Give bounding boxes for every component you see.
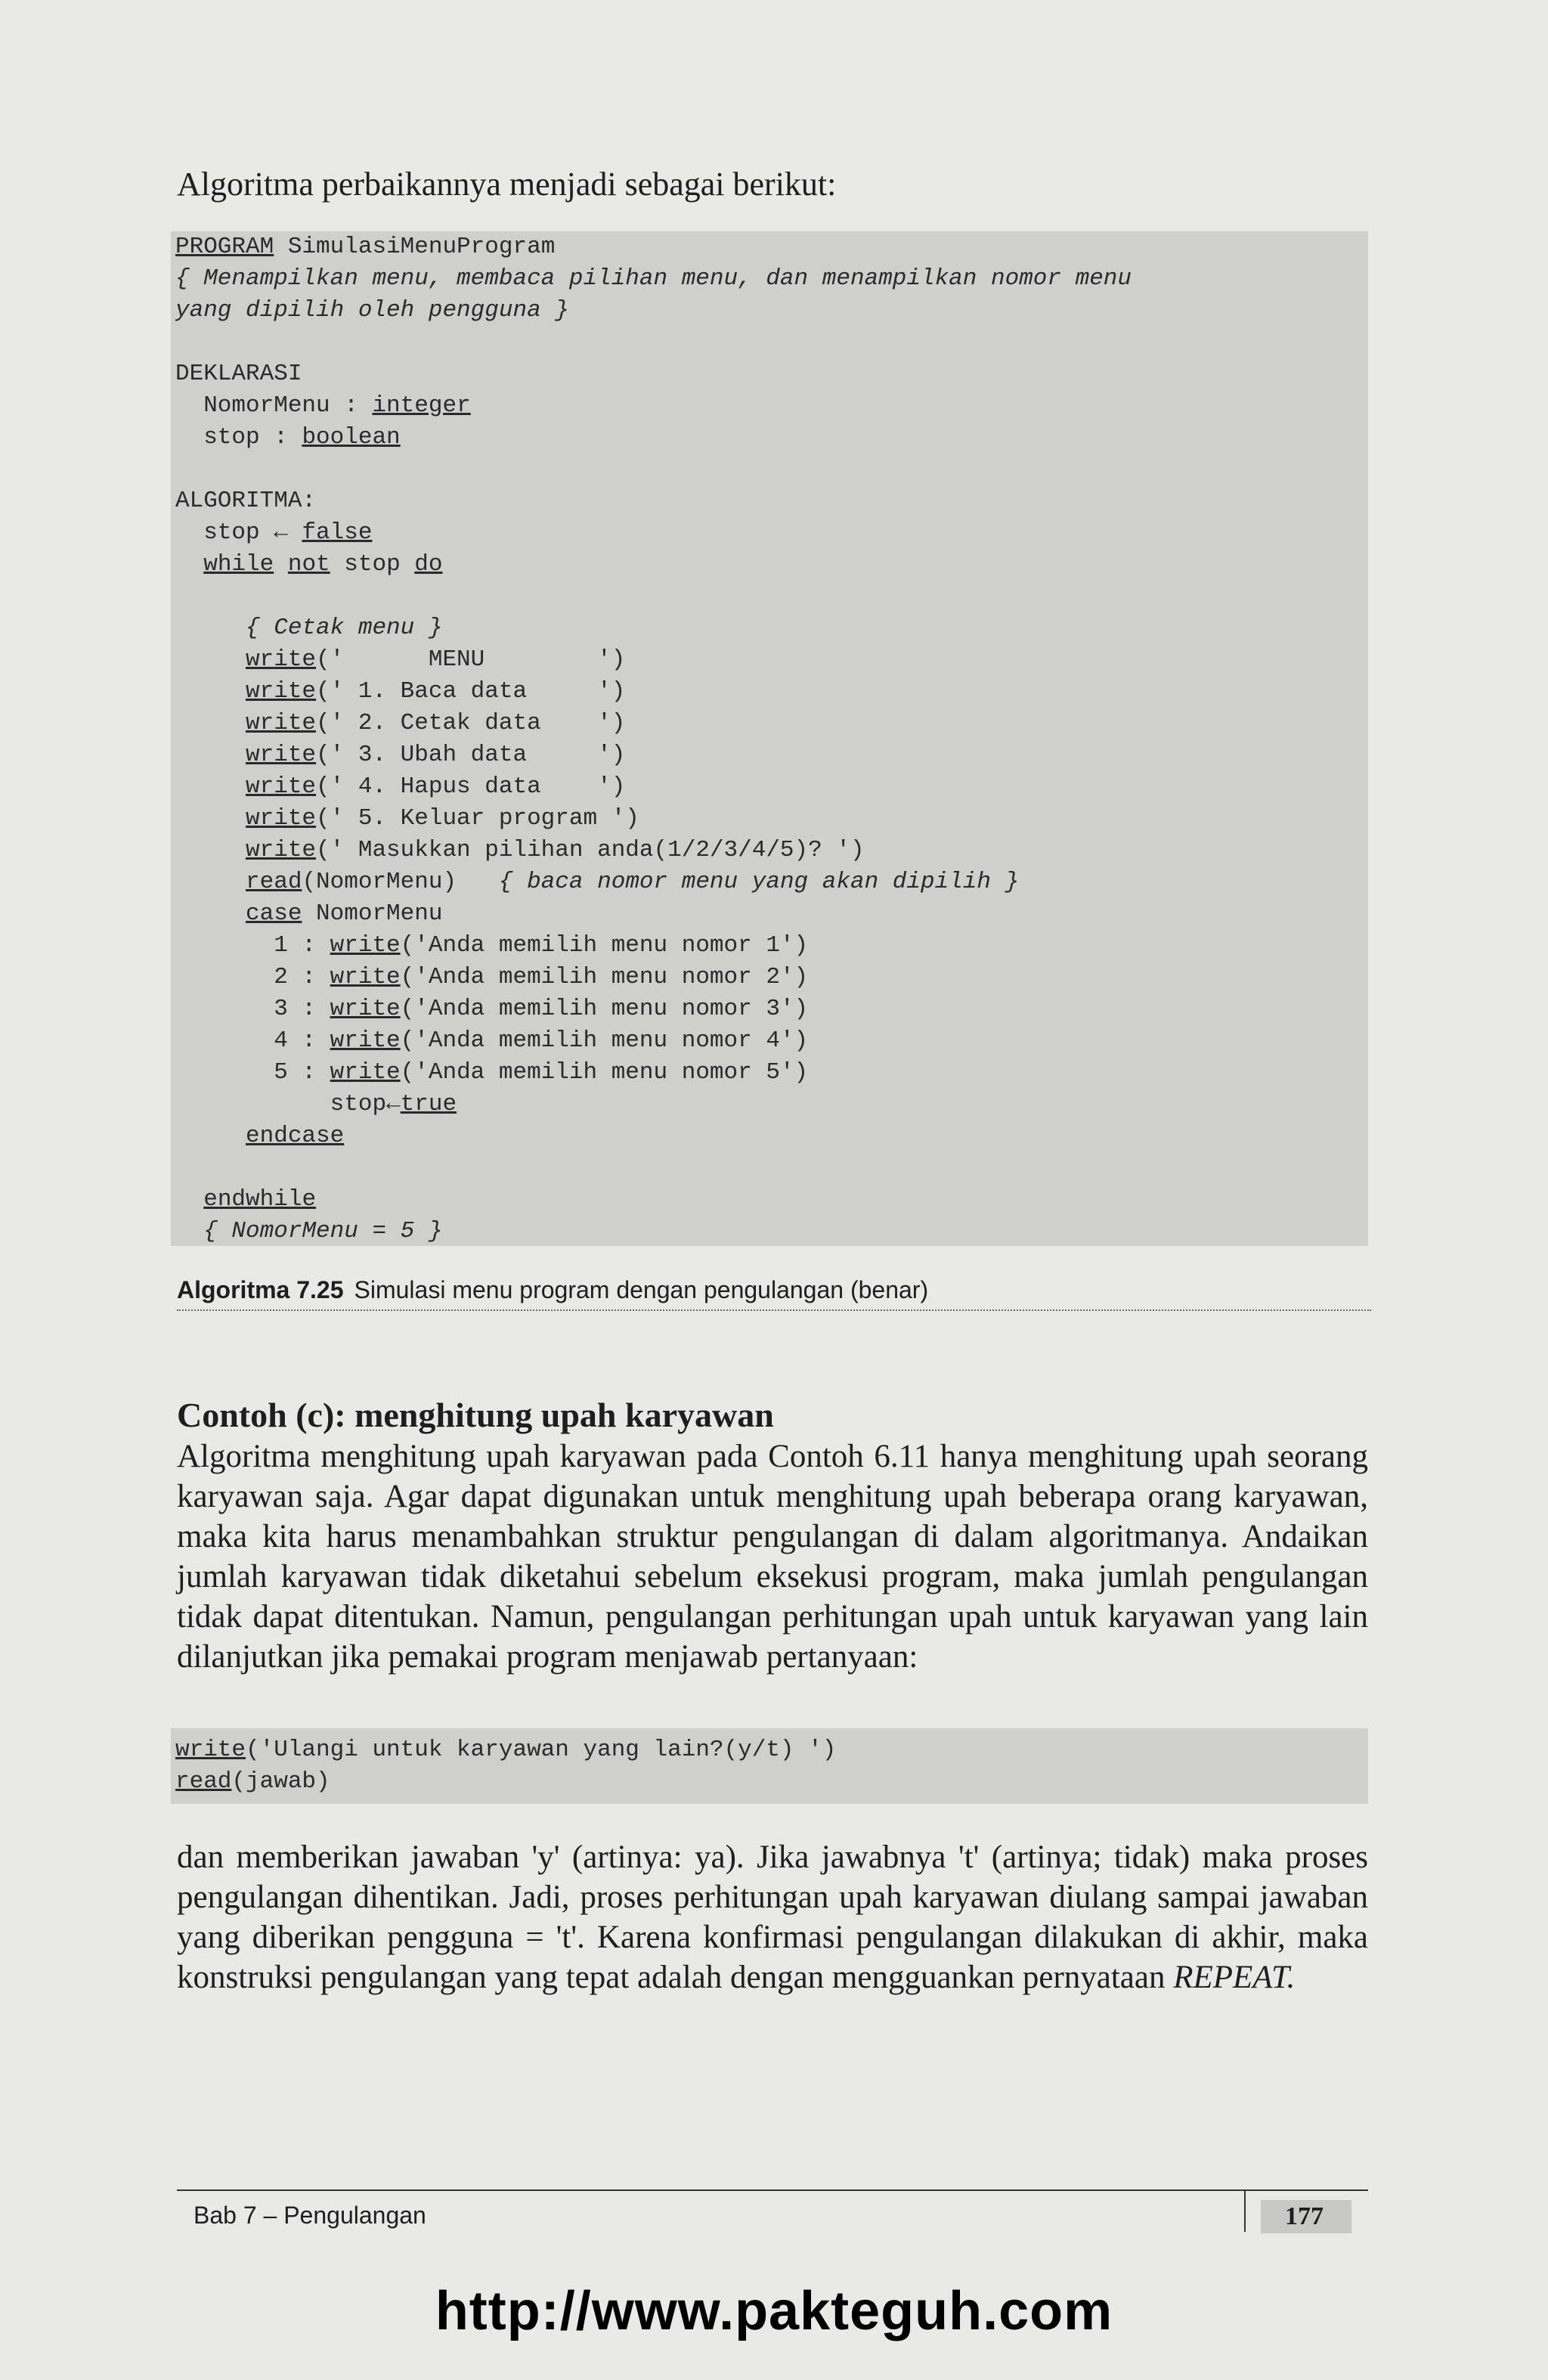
paragraph-2 bbox=[177, 1837, 1368, 1997]
algorithm-code-block bbox=[171, 231, 1368, 1246]
code-token: false bbox=[302, 519, 373, 546]
code-token: write bbox=[246, 805, 317, 832]
code-token: stop ← bbox=[175, 519, 302, 546]
code-token: (' MENU ') bbox=[316, 646, 626, 673]
page-number: 177 bbox=[1261, 2200, 1351, 2233]
footer-chapter: Bab 7 – Pengulangan bbox=[194, 2202, 426, 2229]
code-line bbox=[175, 644, 1132, 676]
paragraph-1: Algoritma menghitung upah karyawan pada Contoh 6.11 hanya menghitung upah seorang karyawan saja. Agar dapat digunakan untuk menghitung upah beberapa orang karyawan, maka kita harus menambahkan struktur pengulangan di dalam algoritmanya. Andaikan jumlah karyawan tidak diketahui sebelum eksekusi program, maka jumlah pengulangan tidak dapat ditentukan. Namun, pengulangan perhitungan upah untuk karyawan yang lain dilanjutkan jika pemakai program menjawab pertanyaan: bbox=[177, 1439, 1368, 1675]
section-heading: Contoh (c): menghitung upah karyawan bbox=[177, 1396, 774, 1434]
code-line bbox=[175, 295, 1132, 327]
code-line bbox=[175, 454, 1132, 485]
code-line bbox=[175, 993, 1132, 1025]
code-token: true bbox=[400, 1091, 457, 1117]
code-token bbox=[175, 1123, 246, 1149]
code-line bbox=[175, 739, 1132, 771]
code-line bbox=[175, 327, 1132, 358]
code-token: NomorMenu : bbox=[175, 392, 373, 419]
code-token bbox=[175, 710, 246, 736]
code-token: SimulasiMenuProgram bbox=[274, 234, 556, 260]
code-line bbox=[175, 708, 1132, 739]
code-token: (' 1. Baca data ') bbox=[316, 678, 626, 705]
code-token: ('Anda memilih menu nomor 5') bbox=[400, 1059, 809, 1086]
code-token: ('Anda memilih menu nomor 4') bbox=[400, 1027, 809, 1054]
code-token: write bbox=[246, 773, 317, 800]
code-line bbox=[175, 1184, 1132, 1216]
code-line bbox=[175, 422, 1132, 454]
code-token: (' 3. Ubah data ') bbox=[316, 742, 626, 768]
code-token bbox=[175, 742, 246, 768]
code-token bbox=[175, 1218, 203, 1244]
code-token: read bbox=[246, 869, 302, 895]
code-token: write bbox=[175, 1737, 246, 1763]
code-token: stop bbox=[330, 551, 415, 578]
algorithm-caption bbox=[177, 1273, 1371, 1311]
code-token: { NomorMenu = 5 } bbox=[203, 1218, 443, 1244]
code-line bbox=[175, 835, 1132, 866]
code-token: 1 : bbox=[175, 932, 330, 959]
code-token: NomorMenu bbox=[302, 900, 443, 927]
code-token: do bbox=[414, 551, 443, 578]
paragraph-2-text: dan memberikan jawaban 'y' (artinya: ya). Jika jawabnya 't' (artinya; tidak) maka proses pengulangan dihentikan. Jadi, proses perhitungan upah karyawan diulang sampai jawaban yang diberikan pengguna = 't'. Karena konfirmasi pengulangan dilakukan di akhir, maka konstruksi pengulangan yang tepat adalah dengan mengguankan pernyataan bbox=[177, 1839, 1368, 1995]
code-token bbox=[175, 837, 246, 863]
code-token: 2 : bbox=[175, 964, 330, 990]
code-token bbox=[175, 678, 246, 705]
code-token: (' Masukkan pilihan anda(1/2/3/4/5)? ') bbox=[316, 837, 865, 863]
code-line bbox=[175, 962, 1132, 993]
code-token: write bbox=[330, 932, 401, 959]
code-line bbox=[175, 1089, 1132, 1120]
code-line bbox=[175, 1152, 1132, 1184]
algorithm-code bbox=[175, 231, 1132, 1247]
code-token bbox=[175, 869, 246, 895]
code-token: yang dipilih oleh pengguna } bbox=[175, 297, 569, 324]
code-token: boolean bbox=[302, 424, 401, 451]
code-token: not bbox=[287, 551, 330, 578]
code-token bbox=[175, 805, 246, 832]
caption-label: Algoritma 7.25 bbox=[177, 1276, 344, 1303]
code-line bbox=[175, 803, 1132, 835]
code-token: write bbox=[330, 964, 401, 990]
paragraph-2-emphasis: REPEAT. bbox=[1173, 1960, 1296, 1995]
code-token: 5 : bbox=[175, 1059, 330, 1086]
code-token bbox=[175, 646, 246, 673]
code-token: while bbox=[203, 551, 274, 578]
snippet-code bbox=[175, 1734, 836, 1798]
code-token: write bbox=[330, 1027, 401, 1054]
code-line bbox=[175, 676, 1132, 708]
code-token: (jawab) bbox=[231, 1768, 330, 1795]
code-token: ('Anda memilih menu nomor 1') bbox=[400, 932, 809, 959]
code-token bbox=[175, 551, 203, 578]
footer-rule bbox=[177, 2189, 1368, 2191]
intro-text: Algoritma perbaikannya menjadi sebagai berikut: bbox=[177, 166, 837, 203]
code-token: write bbox=[330, 1059, 401, 1086]
code-line bbox=[175, 390, 1132, 422]
code-token: ('Anda memilih menu nomor 2') bbox=[400, 964, 809, 990]
code-line bbox=[175, 612, 1132, 644]
code-token: DEKLARASI bbox=[175, 361, 302, 387]
code-token: (NomorMenu) bbox=[302, 869, 499, 895]
code-token: read bbox=[175, 1768, 232, 1795]
code-line bbox=[175, 1734, 836, 1766]
code-token bbox=[175, 773, 246, 800]
code-line bbox=[175, 263, 1132, 295]
code-line bbox=[175, 1120, 1132, 1152]
code-token bbox=[175, 900, 246, 927]
code-line bbox=[175, 358, 1132, 390]
code-token: (' 5. Keluar program ') bbox=[316, 805, 639, 832]
code-line bbox=[175, 771, 1132, 803]
code-line bbox=[175, 1216, 1132, 1247]
code-token: stop← bbox=[175, 1091, 401, 1117]
code-token: stop : bbox=[175, 424, 302, 451]
code-line bbox=[175, 898, 1132, 930]
code-line bbox=[175, 866, 1132, 898]
code-token: endwhile bbox=[203, 1186, 317, 1213]
code-token: 4 : bbox=[175, 1027, 330, 1054]
code-token: write bbox=[246, 710, 317, 736]
code-line bbox=[175, 1766, 836, 1798]
code-line bbox=[175, 485, 1132, 517]
code-token: (' 2. Cetak data ') bbox=[316, 710, 626, 736]
caption-text: Simulasi menu program dengan pengulangan (benar) bbox=[354, 1276, 929, 1303]
watermark-url[interactable]: http://www.pakteguh.com bbox=[435, 2281, 1113, 2341]
code-token: endcase bbox=[246, 1123, 345, 1149]
code-token bbox=[175, 1186, 203, 1213]
code-token: ('Anda memilih menu nomor 3') bbox=[400, 996, 809, 1022]
code-token: case bbox=[246, 900, 302, 927]
code-token: (' 4. Hapus data ') bbox=[316, 773, 626, 800]
code-token: integer bbox=[372, 392, 471, 419]
code-line bbox=[175, 549, 1132, 581]
code-token: write bbox=[246, 646, 317, 673]
code-line bbox=[175, 231, 1132, 263]
code-token bbox=[274, 551, 288, 578]
code-line bbox=[175, 1025, 1132, 1057]
code-token: 3 : bbox=[175, 996, 330, 1022]
code-line bbox=[175, 581, 1132, 612]
code-token: { Cetak menu } bbox=[246, 615, 443, 641]
code-token: write bbox=[330, 996, 401, 1022]
code-token: write bbox=[246, 742, 317, 768]
code-line bbox=[175, 930, 1132, 962]
code-line bbox=[175, 1057, 1132, 1089]
footer-divider bbox=[1244, 2191, 1246, 2232]
code-token: { Menampilkan menu, membaca pilihan menu, dan menampilkan nomor menu bbox=[175, 265, 1132, 292]
code-token: PROGRAM bbox=[175, 234, 274, 260]
code-token: { baca nomor menu yang akan dipilih } bbox=[498, 869, 1020, 895]
code-token bbox=[175, 615, 246, 641]
code-line bbox=[175, 517, 1132, 549]
code-token: write bbox=[246, 837, 317, 863]
code-token: ('Ulangi untuk karyawan yang lain?(y/t) ') bbox=[246, 1737, 837, 1763]
code-token: write bbox=[246, 678, 317, 705]
code-token: ALGORITMA: bbox=[175, 488, 317, 514]
snippet-code-block bbox=[171, 1728, 1368, 1804]
